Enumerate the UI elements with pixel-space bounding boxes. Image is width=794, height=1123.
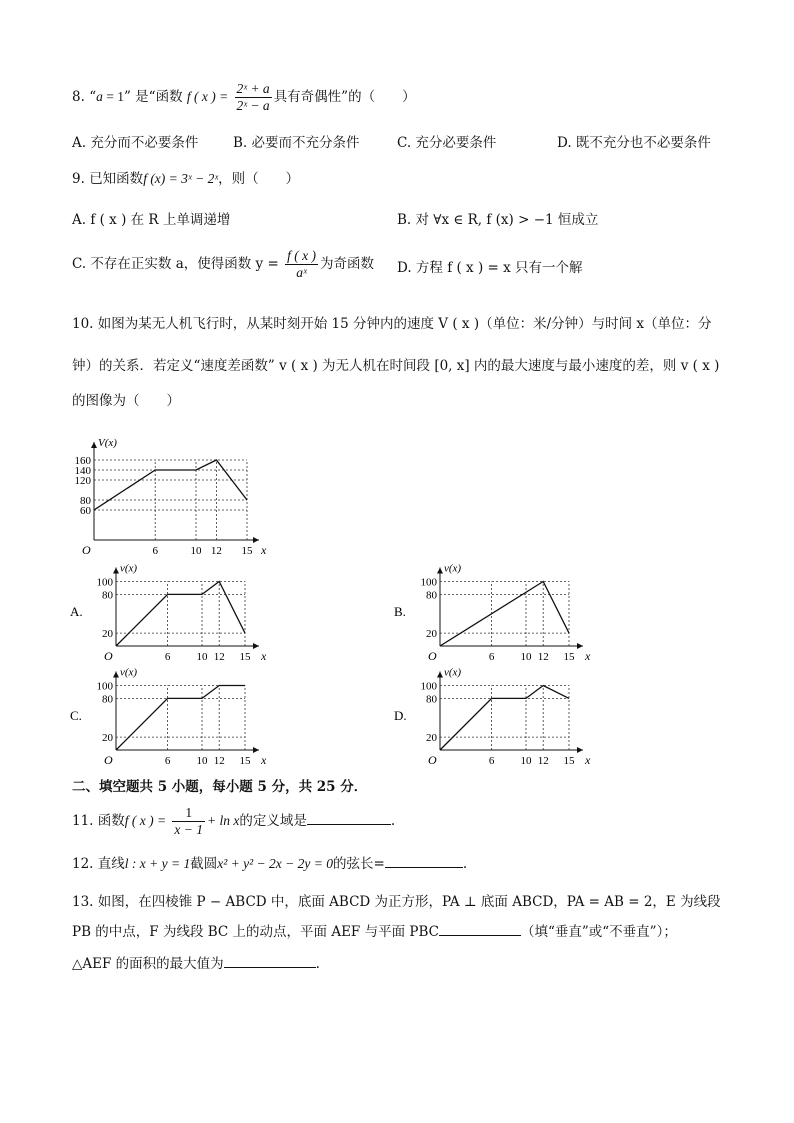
x-tick-label: 10	[520, 651, 532, 663]
y-tick-label: 20	[102, 628, 113, 641]
y-tick-label: 100	[420, 576, 437, 589]
option-label: D.	[394, 708, 407, 723]
y-tick-label: 80	[426, 693, 437, 706]
q9-option-c: C. 不存在正实数 a，使得函数 y = $\frac{f ( x )}{\text{aˣ}}$ 为奇函数	[72, 248, 374, 280]
q8-fx: f ( x ) =	[186, 89, 229, 104]
y-tick-label: 80	[426, 589, 437, 602]
x-tick-label: 12	[537, 755, 549, 767]
x-tick-label: 15	[239, 651, 251, 663]
x-tick-label: 10	[520, 755, 532, 767]
y-tick-label: 100	[96, 680, 113, 693]
y-axis-label: v(x)	[444, 562, 462, 575]
q9-option-b: B. 对 ∀x ∈ R, f (x) > −1 恒成立	[397, 212, 599, 228]
y-tick-label: 120	[74, 475, 91, 487]
q9-option-d: D. 方程 f ( x ) = x 只有一个解	[397, 260, 583, 276]
y-tick-label: 100	[420, 680, 437, 693]
q11-stem: 11. 函数f ( x ) = $\frac{1}{x - 1}$ + ln x的定义域是 .	[72, 805, 396, 837]
q8-option-c: C. 充分必要条件	[397, 135, 497, 151]
y-axis-arrow	[91, 442, 97, 448]
option-label: B.	[394, 604, 406, 619]
x-axis-label: x	[585, 753, 591, 767]
q8-stem: 8. “a = 1” 是“函数 f ( x ) = $\frac{\text{2ˣ + a}}{\text{2ˣ − a}}$ 具有奇偶性”的（ ）	[72, 81, 416, 113]
y-axis-label: v(x)	[120, 666, 138, 679]
x-tick-label: 15	[239, 755, 251, 767]
y-axis-arrow	[113, 568, 119, 574]
origin-label: O	[428, 753, 437, 767]
q8-fraction: $\frac{\text{2ˣ + a}}{\text{2ˣ − a}}$	[236, 81, 270, 113]
x-tick-label: 15	[563, 755, 575, 767]
x-tick-label: 6	[488, 755, 495, 767]
q12-answer-blank[interactable]	[385, 853, 463, 868]
q10-line-1: 10. 如图为某无人机飞行时，从某时刻开始 15 分钟内的速度 V ( x )（单位：米/分钟）与时间 x（单位：分	[72, 316, 712, 332]
x-tick-label: 15	[241, 545, 253, 557]
q8-option-a: A. 充分而不必要条件	[72, 135, 199, 151]
x-tick-label: 6	[488, 651, 495, 663]
y-tick-label: 60	[80, 505, 91, 517]
y-tick-label: 100	[96, 576, 113, 589]
y-axis-arrow	[437, 568, 443, 574]
x-tick-label: 12	[537, 651, 549, 663]
x-tick-label: 10	[196, 651, 208, 663]
q8-option-b: B. 必要而不充分条件	[233, 135, 360, 151]
x-tick-label: 15	[563, 651, 575, 663]
x-axis-label: x	[261, 649, 267, 663]
x-tick-label: 6	[152, 545, 158, 557]
x-axis-label: x	[261, 753, 267, 767]
x-tick-label: 6	[164, 755, 171, 767]
x-tick-label: 6	[164, 651, 171, 663]
x-tick-label: 12	[210, 545, 222, 557]
x-axis-arrow	[577, 747, 583, 753]
x-axis-arrow	[253, 537, 259, 543]
y-tick-label: 20	[426, 732, 437, 745]
y-tick-label: 20	[426, 628, 437, 641]
q9-stem: 9. 已知函数f (x) = 3ˣ − 2ˣ，则（ ）	[72, 171, 300, 187]
q13-blank-1[interactable]	[439, 921, 521, 936]
option-c-chart	[68, 664, 408, 769]
y-axis-arrow	[437, 672, 443, 678]
q11-answer-blank[interactable]	[307, 810, 391, 825]
option-label: C.	[70, 708, 82, 723]
y-tick-label: 160	[74, 455, 91, 467]
q9-fraction: $\frac{f ( x )}{\text{aˣ}}$	[287, 248, 316, 280]
x-axis-arrow	[253, 643, 259, 649]
q13-blank-2[interactable]	[224, 953, 316, 968]
y-tick-label: 80	[80, 495, 91, 507]
y-tick-label: 80	[102, 589, 113, 602]
option-d-chart	[392, 664, 732, 769]
q13-line-2: PB 的中点，F 为线段 BC 上的动点，平面 AEF 与平面 PBC （填“垂直”或“不垂直”）；	[72, 920, 677, 940]
series-line	[440, 582, 569, 647]
section-heading: 二、填空题共 5 小题，每小题 5 分，共 25 分．	[72, 779, 368, 795]
q12-stem: 12. 直线l : x + y = 1截圆x² + y² − 2x − 2y = 0的弦长= .	[72, 852, 467, 872]
x-tick-label: 10	[190, 545, 202, 557]
y-tick-label: 140	[74, 465, 91, 477]
y-tick-label: 20	[102, 732, 113, 745]
q9-option-a: A. f ( x ) 在 R 上单调递增	[72, 212, 231, 228]
x-tick-label: 12	[213, 755, 225, 767]
series-line	[440, 686, 569, 751]
x-axis-arrow	[253, 747, 259, 753]
x-axis-label: x	[261, 543, 267, 557]
series-line	[116, 686, 245, 751]
q10-line-3: 的图像为（ ）	[72, 393, 180, 409]
main-velocity-chart	[68, 418, 267, 558]
series-line	[116, 582, 245, 647]
y-axis-label: V(x)	[98, 437, 117, 449]
x-tick-label: 12	[213, 651, 225, 663]
option-b-chart	[392, 560, 732, 665]
q11-fraction: $\frac{1}{x - 1}$	[174, 805, 204, 837]
y-axis-label: v(x)	[444, 666, 462, 679]
origin-label: O	[428, 649, 437, 663]
option-a-chart	[68, 560, 408, 665]
series-line	[94, 460, 247, 510]
y-axis-arrow	[113, 672, 119, 678]
origin-label: O	[104, 649, 113, 663]
y-axis-label: v(x)	[120, 562, 138, 575]
origin-label: O	[82, 543, 91, 557]
q8-number: 8.	[72, 89, 85, 105]
x-tick-label: 10	[196, 755, 208, 767]
option-label: A.	[70, 604, 83, 619]
q13-line-1: 13. 如图，在四棱锥 P − ABCD 中，底面 ABCD 为正方形，PA ⊥ 底面 ABCD，PA = AB = 2，E 为线段	[72, 894, 721, 910]
q13-line-3: △AEF 的面积的最大值为 .	[72, 952, 320, 972]
q10-line-2: 钟）的关系．若定义“速度差函数” v ( x ) 为无人机在时间段 [0, x] 内的最大速度与最小速度的差，则 v ( x )	[72, 358, 720, 374]
y-tick-label: 80	[102, 693, 113, 706]
origin-label: O	[104, 753, 113, 767]
q8-option-d: D. 既不充分也不必要条件	[557, 135, 711, 151]
x-axis-arrow	[577, 643, 583, 649]
q8-cond-var: a	[96, 89, 103, 104]
x-axis-label: x	[585, 649, 591, 663]
